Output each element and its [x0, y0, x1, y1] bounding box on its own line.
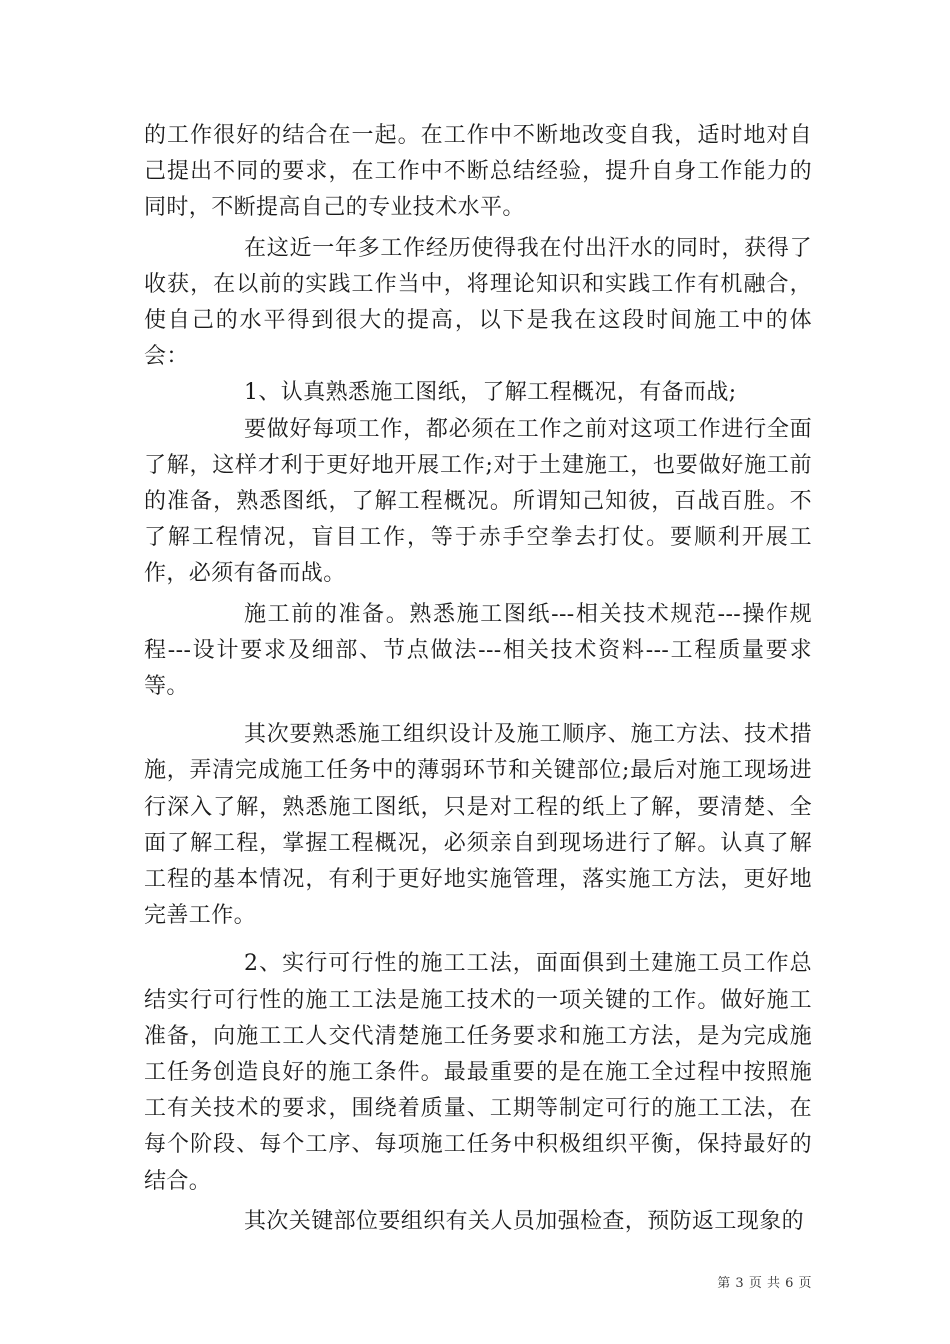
- section-heading-2-paragraph: 2、实行可行性的施工工法，面面俱到土建施工员工作总结实行可行性的施工工法是施工技术的一项关键的工作。做好施工准备，向施工工人交代清楚施工任务要求和施工方法，是为完成施工任务创造良好的施工条件。最最重要的是在施工全过程中按照施工有关技术的要求，围绕着质量、工期等制定可行的施工工法，在每个阶段、每个工序、每项施工任务中积极组织平衡，保持最好的结合。: [144, 951, 812, 1194]
- section-heading-1: 1、认真熟悉施工图纸，了解工程概况，有备而战;: [244, 380, 737, 406]
- paragraph-experience: 在这近一年多工作经历使得我在付出汗水的同时，获得了收获，在以前的实践工作当中，将理论知识和实践工作有机融合，使自己的水平得到很大的提高，以下是我在这段时间施工中的体会：: [144, 235, 812, 370]
- page-number: 第 3 页 共 6 页: [717, 1276, 812, 1291]
- paragraph-preparation: 要做好每项工作，都必须在工作之前对这项工作进行全面了解，这样才利于更好地开展工作;对于土建施工，也要做好施工前的准备，熟悉图纸，了解工程概况。所谓知己知彼，百战百胜。不了解工程情况，盲目工作，等于赤手空拳去打仗。要顺利开展工作，必须有备而战。: [144, 416, 812, 587]
- document-body: [144, 118, 812, 1240]
- paragraph-continuation: 的工作很好的结合在一起。在工作中不断地改变自我，适时地对自己提出不同的要求，在工作中不断总结经验，提升自身工作能力的同时，不断提高自己的专业技术水平。: [144, 123, 812, 221]
- paragraph-organization: 其次要熟悉施工组织设计及施工顺序、施工方法、技术措施，弄清完成施工任务中的薄弱环节和关键部位;最后对施工现场进行深入了解，熟悉施工图纸，只是对工程的纸上了解，要清楚、全面了解工程，掌握工程概况，必须亲自到现场进行了解。认真了解工程的基本情况，有利于更好地实施管理，落实施工方法，更好地完善工作。: [144, 722, 812, 929]
- paragraph-pre-construction: 施工前的准备。熟悉施工图纸---相关技术规范---操作规程---设计要求及细部、节点做法---相关技术资料---工程质量要求等。: [144, 601, 812, 700]
- paragraph-inspection: 其次关键部位要组织有关人员加强检查，预防返工现象的: [244, 1208, 805, 1234]
